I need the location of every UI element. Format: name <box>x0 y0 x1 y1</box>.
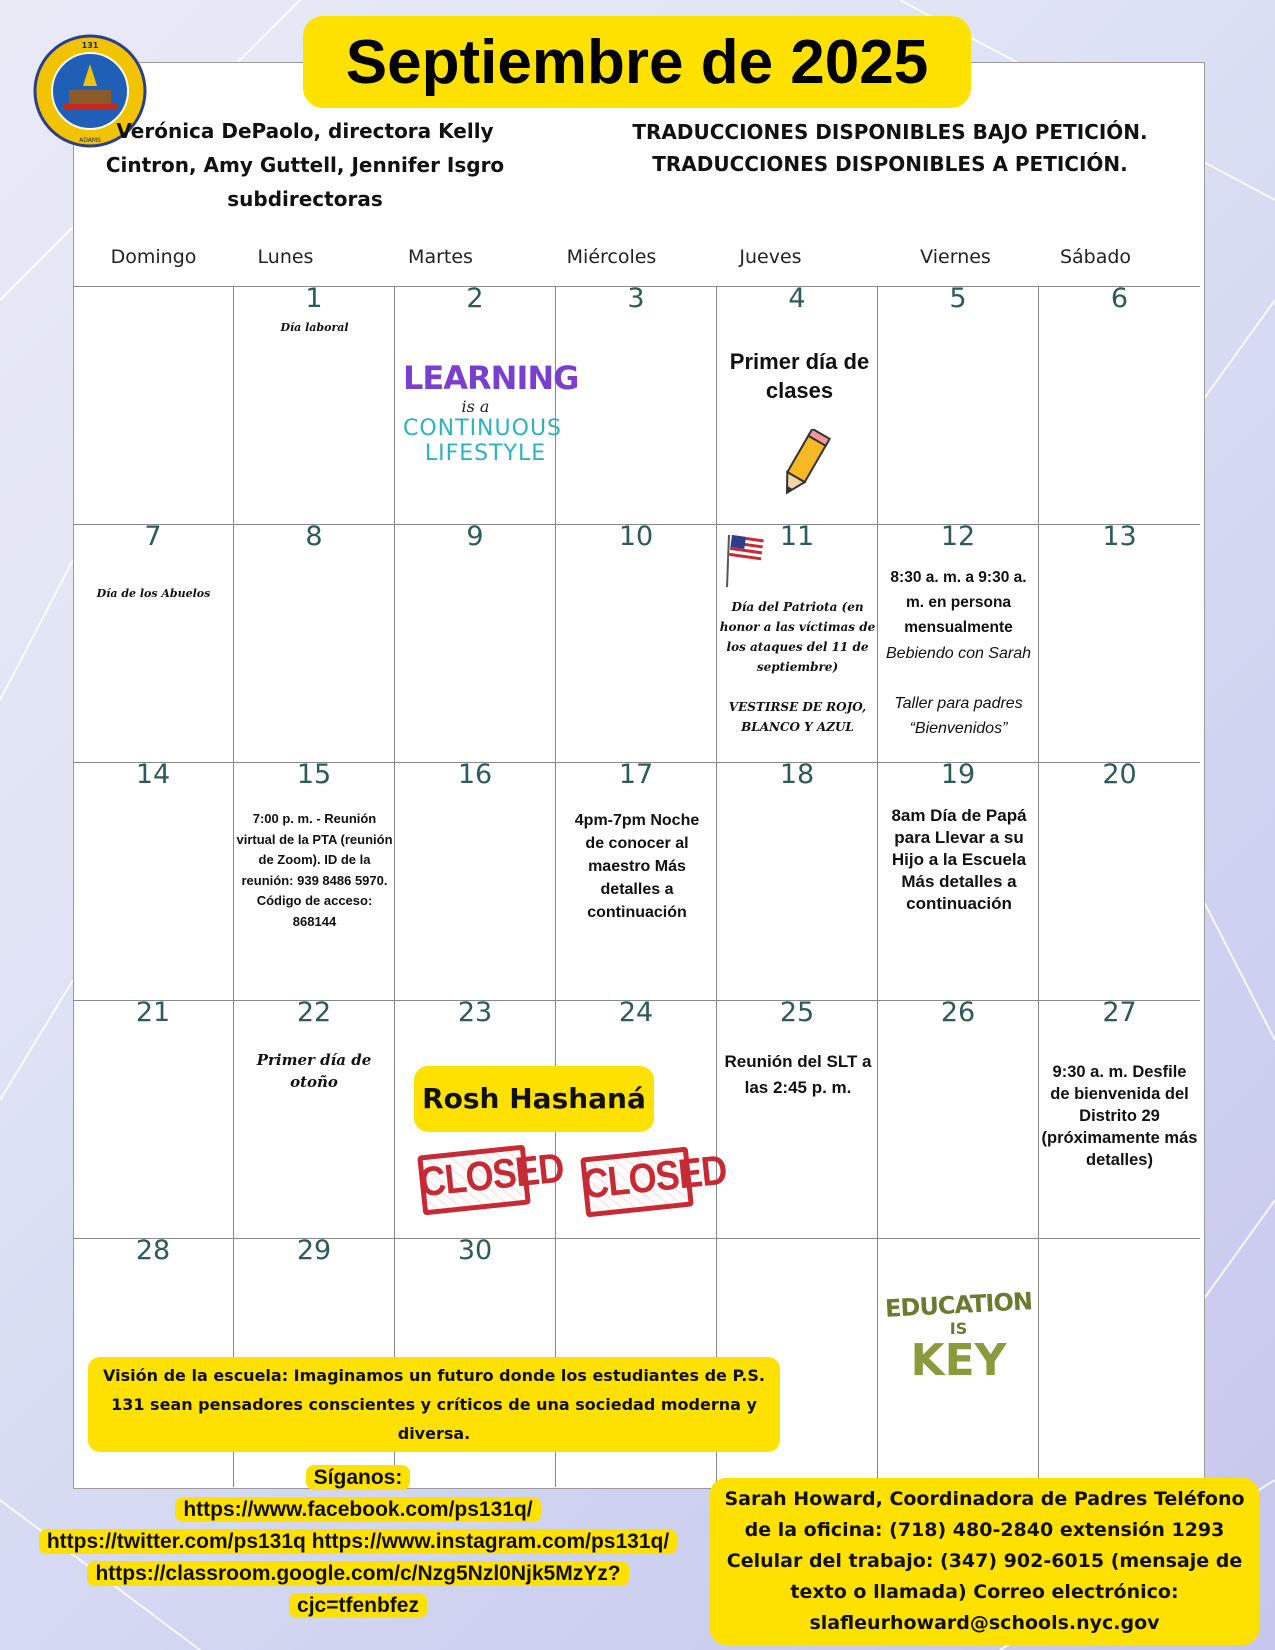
learning-word: LIFESTYLE <box>424 441 547 466</box>
day-number: 29 <box>296 1235 332 1266</box>
day-number: 18 <box>779 759 815 790</box>
event-slt-meeting: Reunión del SLT a las 2:45 p. m. <box>724 1052 872 1097</box>
day-number: 9 <box>466 521 484 552</box>
day-number: 11 <box>779 521 815 552</box>
weekday-tuesday: Martes <box>408 246 473 268</box>
day-cell <box>1039 521 1200 762</box>
day-cell <box>1039 997 1200 1238</box>
day-number: 15 <box>296 759 332 790</box>
event-first-day-fall: Primer día de otoño <box>256 1051 372 1091</box>
day-cell <box>1039 283 1200 524</box>
weekday-saturday: Sábado <box>1059 246 1132 268</box>
event-parent-workshop: Taller para padres “Bienvenidos” <box>894 695 1023 737</box>
day-number: 30 <box>457 1235 493 1266</box>
day-number: 3 <box>627 283 645 314</box>
svg-text:ADAMS: ADAMS <box>79 137 101 144</box>
day-cell <box>878 759 1039 1000</box>
day-cell <box>73 997 234 1238</box>
learning-word: CONTINUOUS <box>403 416 563 441</box>
day-number: 28 <box>135 1235 171 1266</box>
closed-stamp-text: CLOSED <box>417 1143 566 1206</box>
event-dress-code: VESTIRSE DE ROJO, BLANCO Y AZUL <box>728 700 867 734</box>
event-district-parade: 9:30 a. m. Desfile de bienvenida del Distrito 29 (próximamente más detalles) <box>1041 1063 1198 1169</box>
weekday-wednesday: Miércoles <box>566 246 657 268</box>
rosh-hashana-banner: Rosh Hashaná <box>414 1066 654 1132</box>
day-cell <box>234 521 395 762</box>
weekday-thursday: Jueves <box>739 246 802 268</box>
day-cell <box>717 759 878 1000</box>
event-patriot-day: Día del Patriota (en honor a las víctimas de los ataques del 11 de septiembre) <box>719 600 876 674</box>
weekday-sunday: Domingo <box>110 246 197 268</box>
day-cell <box>73 521 234 762</box>
day-number: 2 <box>466 283 484 314</box>
day-number: 14 <box>135 759 171 790</box>
day-cell <box>556 283 717 524</box>
calendar-title <box>303 16 971 108</box>
day-number: 23 <box>457 997 493 1028</box>
day-number: 10 <box>618 521 654 552</box>
event-first-day: Primer día de clases <box>729 349 870 403</box>
classroom-link-code[interactable]: cjc=tfenbfez <box>289 1593 427 1618</box>
closed-stamp-text: CLOSED <box>580 1145 729 1208</box>
closed-stamp <box>580 1145 729 1218</box>
event-labor-day: Día laboral <box>280 321 349 334</box>
day-cell <box>717 997 878 1238</box>
weekday-friday: Viernes <box>920 246 991 268</box>
education-word: EDUCATION <box>884 1287 1033 1323</box>
day-number: 25 <box>779 997 815 1028</box>
follow-label: Síganos: <box>306 1465 411 1490</box>
day-number: 4 <box>788 283 806 314</box>
day-cell <box>717 283 878 524</box>
follow-us <box>8 1462 708 1622</box>
day-number: 8 <box>305 521 323 552</box>
day-cell <box>1039 1238 1200 1487</box>
event-monthly-meeting: 8:30 a. m. a 9:30 a. m. en persona mensualmente <box>890 569 1027 636</box>
day-number: 19 <box>940 759 976 790</box>
facebook-link[interactable]: https://www.facebook.com/ps131q/ <box>175 1497 540 1522</box>
day-cell <box>73 286 234 524</box>
day-cell <box>878 1238 1039 1487</box>
day-number: 13 <box>1102 521 1137 552</box>
learning-word: is a <box>461 397 490 416</box>
day-cell <box>234 997 395 1238</box>
event-coffee-with-sarah: Bebiendo con Sarah <box>886 645 1031 662</box>
day-cell <box>395 283 579 524</box>
day-number: 26 <box>940 997 976 1028</box>
day-number: 22 <box>296 997 332 1028</box>
closed-stamp <box>417 1143 566 1216</box>
learning-artwork <box>403 359 579 466</box>
day-cell <box>73 759 234 1000</box>
day-cell <box>395 759 556 1000</box>
weekday-monday: Lunes <box>257 246 314 268</box>
translation-line: TRADUCCIONES DISPONIBLES A PETICIÓN. <box>652 152 1128 176</box>
day-cell <box>556 521 717 762</box>
day-number: 6 <box>1110 283 1129 314</box>
day-cell <box>878 521 1039 762</box>
day-cell <box>556 759 717 1000</box>
translation-notice <box>620 116 1160 180</box>
twitter-instagram-links[interactable]: https://twitter.com/ps131q https://www.instagram.com/ps131q/ <box>39 1529 677 1554</box>
parent-coordinator-contact: Sarah Howard, Coordinadora de Padres Teléfono de la oficina: (718) 480-2840 extensión 1293 Celular del trabajo: (347) 902-6015 (mensaje de texto o llamada) Correo electrónico: slafleurhoward@schools.nyc.gov <box>710 1478 1259 1645</box>
classroom-link[interactable]: https://classroom.google.com/c/Nzg5Nzl0Njk5MzYz? <box>87 1561 628 1586</box>
day-number: 12 <box>940 521 976 552</box>
day-cell <box>1039 759 1200 1000</box>
day-cell <box>395 521 556 762</box>
event-meet-teacher: 4pm-7pm Noche de conocer al maestro Más detalles a continuación <box>574 812 700 921</box>
day-cell <box>878 283 1039 524</box>
translation-line: TRADUCCIONES DISPONIBLES BAJO PETICIÓN. <box>632 120 1148 144</box>
day-cell <box>234 759 395 1000</box>
event-grandparents-day: Día de los Abuelos <box>96 587 211 600</box>
day-number: 1 <box>305 283 323 314</box>
administration: Verónica DePaolo, directora Kelly Cintron, Amy Guttell, Jennifer Isgro subdirectoras <box>105 119 505 211</box>
svg-text:131: 131 <box>81 41 99 50</box>
day-cell <box>878 997 1039 1238</box>
education-is-key-artwork <box>878 1287 1039 1386</box>
title-text: Septiembre de 2025 <box>345 27 929 97</box>
day-number: 21 <box>135 997 171 1028</box>
learning-word: LEARNING <box>403 359 579 397</box>
day-number: 7 <box>144 521 162 552</box>
education-word: KEY <box>910 1335 1007 1386</box>
day-cell <box>234 283 395 524</box>
day-number: 17 <box>618 759 654 790</box>
school-vision: Visión de la escuela: Imaginamos un futuro donde los estudiantes de P.S. 131 sean pensadores conscientes y críticos de una sociedad moderna y diversa. <box>88 1357 780 1452</box>
calendar-grid <box>73 283 1204 1487</box>
event-pta-meeting: 7:00 p. m. - Reunión virtual de la PTA (reunión de Zoom). ID de la reunión: 939 8486 5970. Código de acceso: 868144 <box>236 811 393 929</box>
day-number: 24 <box>618 997 654 1028</box>
us-flag-icon <box>725 531 765 587</box>
day-number: 16 <box>457 759 493 790</box>
day-number: 27 <box>1102 997 1137 1028</box>
day-cell <box>717 521 878 762</box>
education-word: IS <box>949 1319 968 1338</box>
day-number: 5 <box>949 283 967 314</box>
event-dads-day: 8am Día de Papá para Llevar a su Hijo a la Escuela Más detalles a continuación <box>891 806 1027 913</box>
pencil-icon <box>775 429 831 501</box>
day-number: 20 <box>1102 759 1137 790</box>
